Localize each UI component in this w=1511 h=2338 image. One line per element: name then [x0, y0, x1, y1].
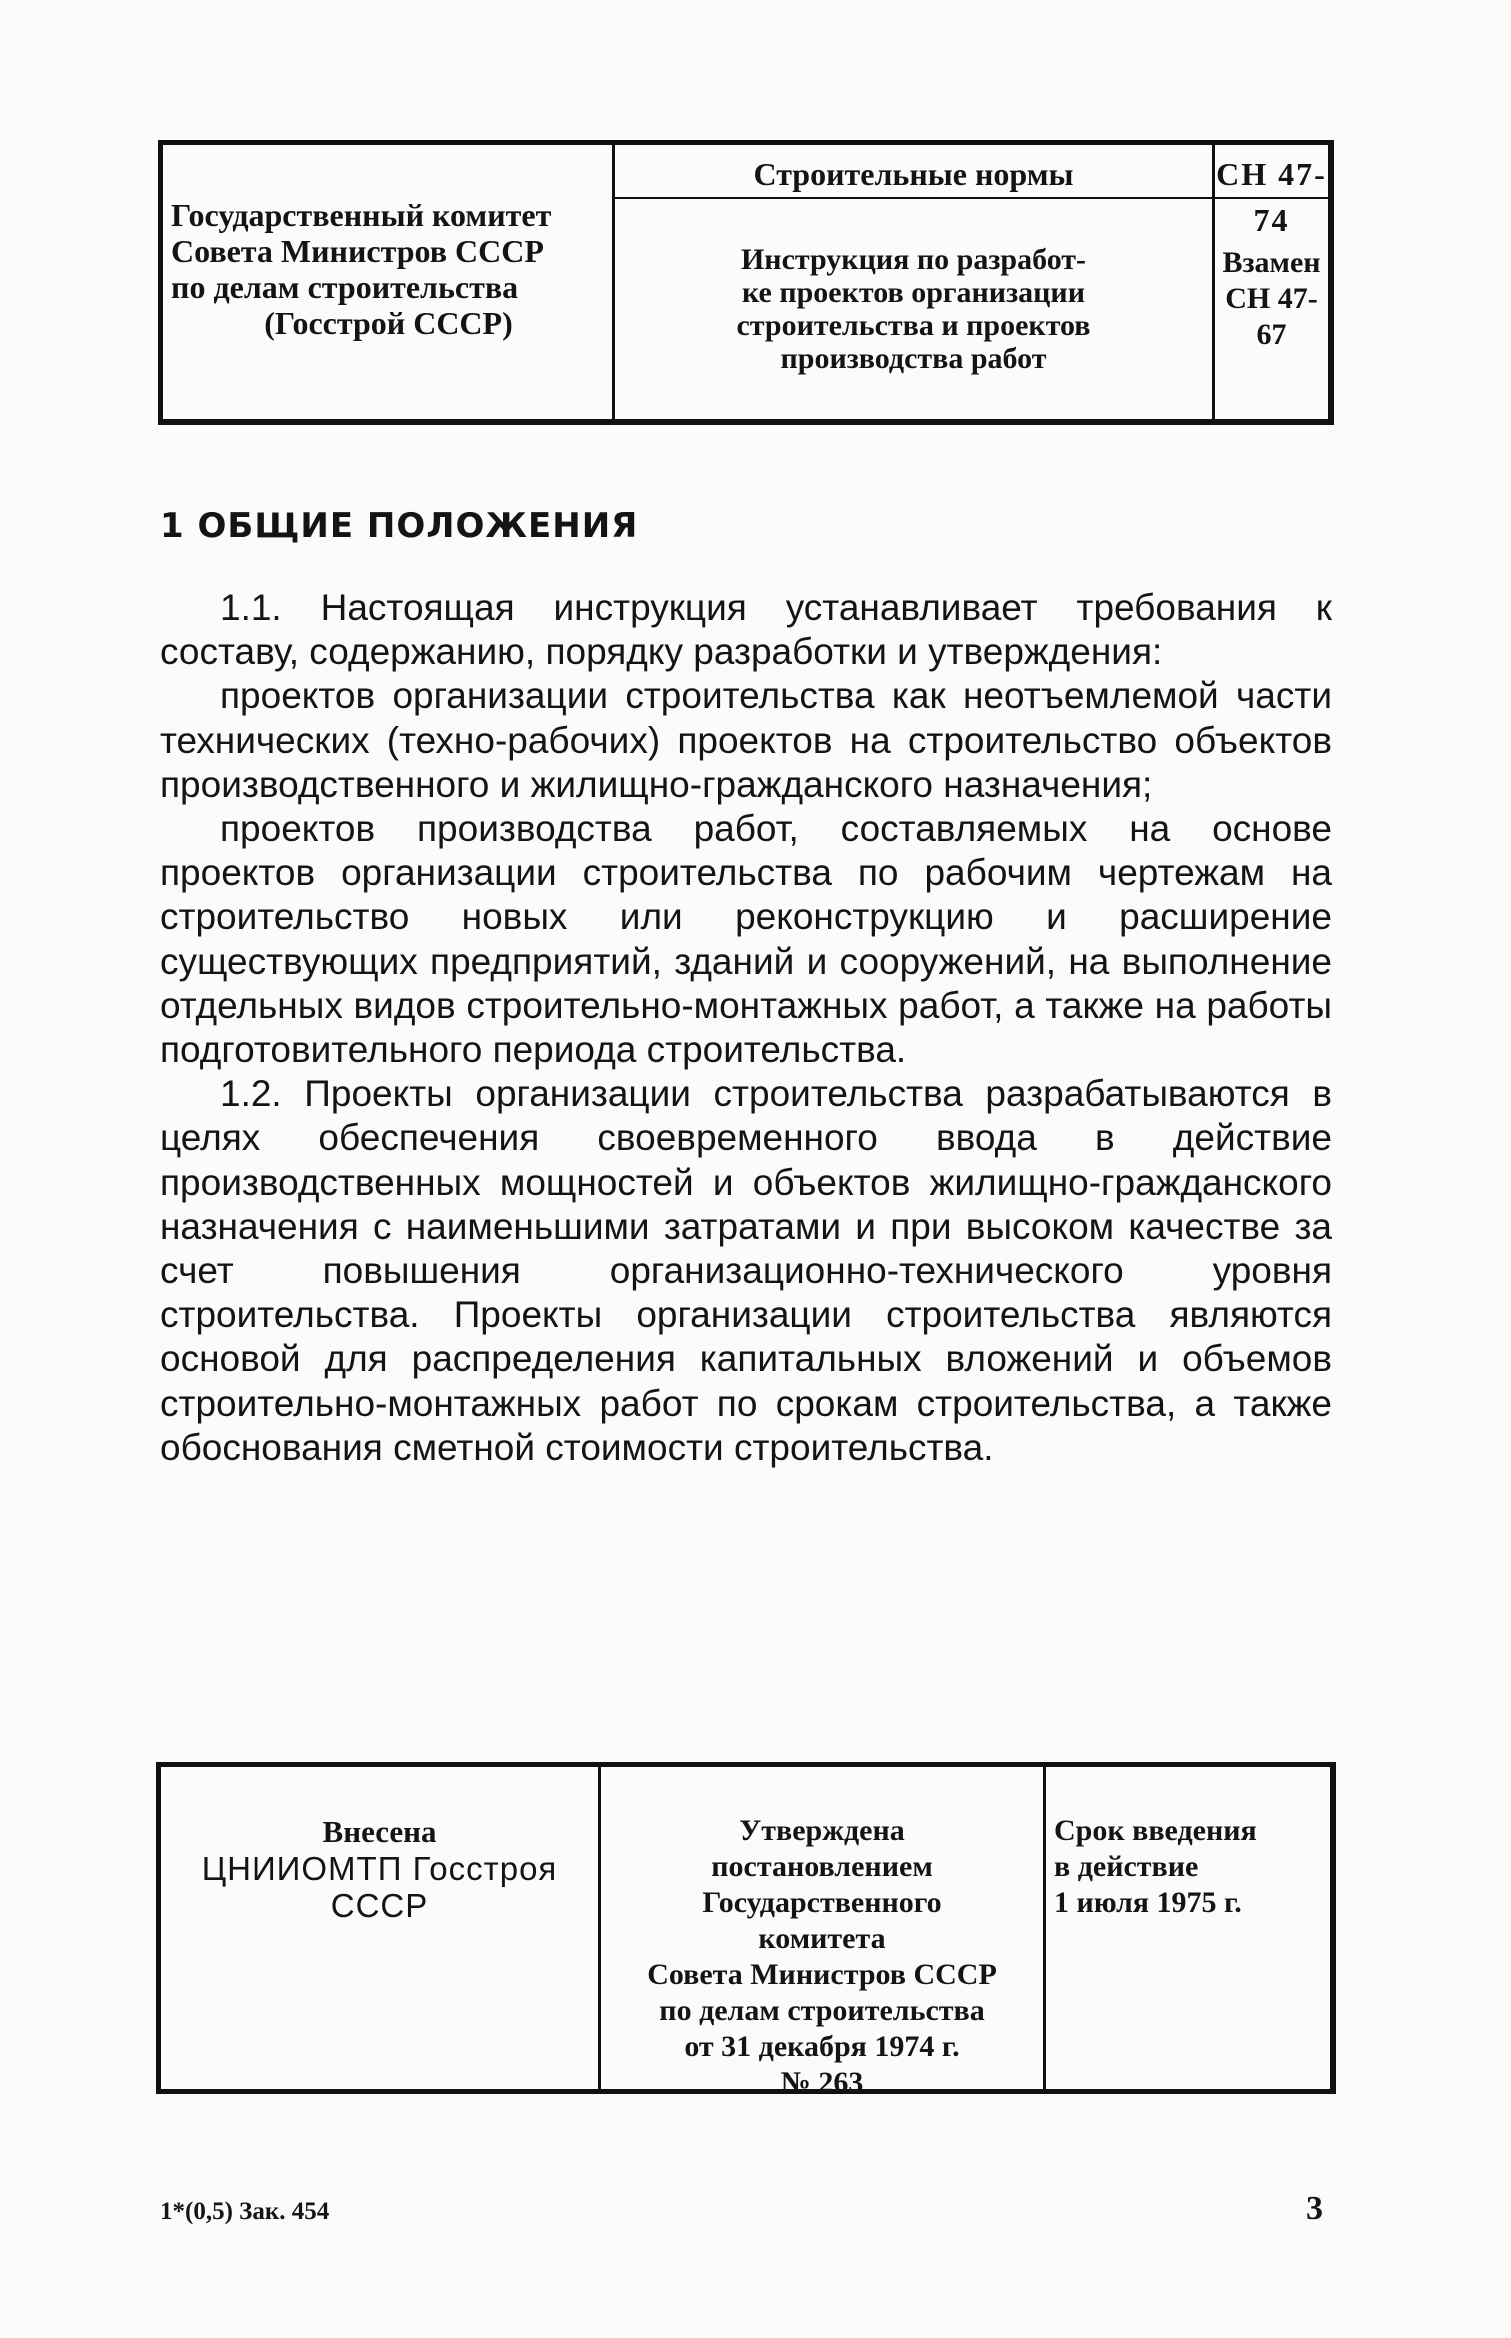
approved-line: № 263: [780, 2066, 864, 2099]
approved-line: комитета: [758, 1922, 886, 1955]
print-imprint: 1*(0,5) Зак. 454: [160, 2198, 330, 2225]
replaces-label: Взамен: [1222, 246, 1321, 279]
introduced-label: Внесена: [322, 1814, 437, 1849]
document-code-cell: [1215, 145, 1328, 419]
approved-line: Государственного: [702, 1886, 942, 1919]
organization-line: Совета Министров СССР: [171, 233, 544, 269]
page-number: 3: [1306, 2190, 1323, 2227]
effective-date-cell: [1046, 1767, 1330, 2089]
title-line: ке проектов организации: [741, 276, 1085, 309]
introduced-text: [165, 1813, 594, 1924]
replaces-block: [1215, 245, 1328, 353]
paragraph-item-work-projects: проектов производства работ, составляемых на основе проектов организации строительства по рабочим чертежам на строительство новых или реконструкцию и расширение существующих предприятий, зданий и сооружений, на выполнение отдельных видов строительно-монтажных работ, а также на работы подготовительного периода строительства.: [160, 808, 1332, 1071]
approved-line: Утверждена: [739, 1814, 905, 1847]
title-line: строительства и проектов: [736, 309, 1091, 342]
effective-line: 1 июля 1975 г.: [1054, 1886, 1242, 1919]
paragraph-item-construction-projects: проектов организации строительства как неотъемлемой части технических (техно-рабочих) проектов на строительство объектов производственного и жилищно-гражданского назначения;: [160, 675, 1332, 805]
approved-line: постановлением: [711, 1850, 933, 1883]
document-code: СН 47-74: [1215, 151, 1328, 199]
title-line: производства работ: [780, 342, 1047, 375]
document-title-cell: [615, 145, 1215, 419]
title-line: Инструкция по разработ-: [740, 243, 1087, 276]
approved-line: Совета Министров СССР: [647, 1958, 997, 1991]
organization-line: (Госстрой СССР): [264, 305, 513, 341]
norms-category: Строительные нормы: [615, 151, 1212, 199]
approval-table: [156, 1762, 1336, 2099]
effective-line: Срок введения: [1054, 1814, 1257, 1847]
organization-line: Государственный комитет: [171, 197, 552, 233]
effective-text: [1054, 1813, 1324, 1921]
body-text: [160, 586, 1332, 1470]
introduced-org: ЦНИИОМТП Госстроя: [201, 1850, 558, 1887]
section-title: 1 ОБЩИЕ ПОЛОЖЕНИЯ: [160, 506, 639, 546]
approved-cell: [601, 1767, 1046, 2099]
paragraph-1-2: 1.2. Проекты организации строительства разрабатываются в целях обеспечения своевременного ввода в действие производственных мощностей и объектов жилищно-гражданского назначения с наименьшими затратами и при высоком качестве за счет повышения организационно-технического уровня строительства. Проекты организации строительства являются основой для распределения капитальных вложений и объемов строительно-монтажных работ по срокам строительства, а также обоснования сметной стоимости строительства.: [160, 1073, 1332, 1468]
paragraph-1-1: 1.1. Настоящая инструкция устанавливает требования к составу, содержанию, порядку разработки и утверждения:: [160, 587, 1332, 673]
introduced-org-country: СССР: [330, 1887, 429, 1924]
approved-text: [605, 1813, 1039, 2101]
effective-line: в действие: [1054, 1850, 1199, 1883]
approved-line: по делам строительства: [659, 1994, 985, 2027]
approved-line: от 31 декабря 1974 г.: [684, 2030, 960, 2063]
header-table: [158, 140, 1334, 425]
issuing-organization: [171, 197, 606, 341]
issuing-body-cell: [163, 145, 615, 419]
replaces-code: СН 47-67: [1225, 282, 1318, 351]
organization-line: по делам строительства: [171, 269, 519, 305]
introduced-cell: [161, 1767, 601, 2089]
document-title: [621, 243, 1206, 375]
